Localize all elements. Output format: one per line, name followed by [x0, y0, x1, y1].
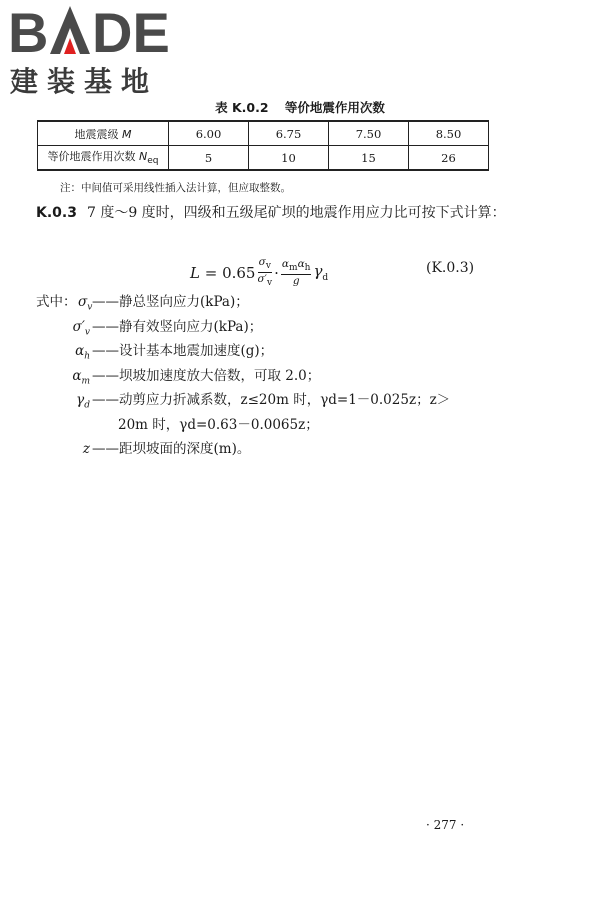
- fraction-numerator: $\sigma_v$: [258, 256, 271, 272]
- table-cell: 10: [249, 146, 329, 171]
- table-cell: 26: [409, 146, 489, 171]
- equation-number: (K.0.3): [426, 260, 475, 276]
- logo-wordmark: [8, 4, 178, 58]
- fraction-stress: [257, 256, 272, 289]
- fraction-numerator: $\alpha_m\alpha_h$: [281, 258, 311, 274]
- fraction-acceleration: [281, 258, 312, 287]
- table-number: 表 K.0.2: [215, 100, 269, 115]
- definition-symbol: $\sigma_v$: [78, 294, 93, 313]
- table-note: 注：中间值可采用线性插入法计算，但应取整数。: [60, 182, 291, 194]
- equation-lhs: L = 0.65: [190, 263, 256, 282]
- definition-lead: 式中：: [36, 294, 77, 310]
- definition-text: 20m 时，γd=0.63－0.0065z；: [118, 416, 319, 433]
- table-cell: 15: [329, 146, 409, 171]
- svg-text:B: B: [8, 4, 47, 58]
- equation-body: [190, 256, 328, 289]
- definition-symbol: $\gamma_d$: [76, 392, 90, 411]
- definition-symbol: $\alpha_h$: [75, 343, 90, 362]
- row-header-cycles: 等价地震作用次数 $N_{eq}$: [38, 146, 169, 171]
- definition-text: ——动剪应力折减系数，z≤20m 时，γd=1－0.025z；z＞: [92, 392, 451, 408]
- definition-text: ——静总竖向应力(kPa)；: [92, 294, 249, 310]
- fraction-denominator: $\sigma'_v$: [257, 273, 273, 289]
- definition-text: ——距坝坡面的深度(m)。: [92, 441, 251, 457]
- table-cell: 6.00: [169, 121, 249, 146]
- logo-subtitle: 建装基地: [10, 65, 159, 98]
- definition-text: ——坝坡加速度放大倍数，可取 2.0；: [92, 367, 321, 384]
- section-paragraph: [36, 200, 506, 227]
- definition-text: ——设计基本地震加速度(g)；: [92, 343, 274, 359]
- multiply-dot: ·: [274, 263, 279, 282]
- table-cell: 7.50: [329, 121, 409, 146]
- table-cell: 5: [169, 146, 249, 171]
- definition-symbol: z: [82, 441, 90, 457]
- definition-text: ——静有效竖向应力(kPa)；: [92, 318, 263, 335]
- page-number: · 277 ·: [426, 818, 465, 832]
- table-row: [38, 146, 489, 171]
- equivalent-cycles-table: [37, 120, 489, 171]
- table-title: 等价地震作用次数: [284, 100, 385, 115]
- row-header-magnitude: 地震震级 M: [38, 121, 169, 146]
- definition-symbol: $\sigma'_v$: [72, 318, 90, 338]
- definition-symbol: $\alpha_m$: [72, 367, 90, 387]
- svg-text:DE: DE: [92, 4, 170, 58]
- section-text: 7 度～9 度时，四级和五级尾矿坝的地震作用应力比可按下式计算：: [86, 205, 506, 221]
- equation-tail: $\gamma_d$: [313, 262, 329, 284]
- section-number: K.0.3: [36, 205, 77, 221]
- fraction-denominator: g: [292, 275, 300, 288]
- table-cell: 6.75: [249, 121, 329, 146]
- table-caption: [0, 98, 600, 116]
- table-row: [38, 121, 489, 146]
- table-cell: 8.50: [409, 121, 489, 146]
- equation-k03: [0, 252, 600, 290]
